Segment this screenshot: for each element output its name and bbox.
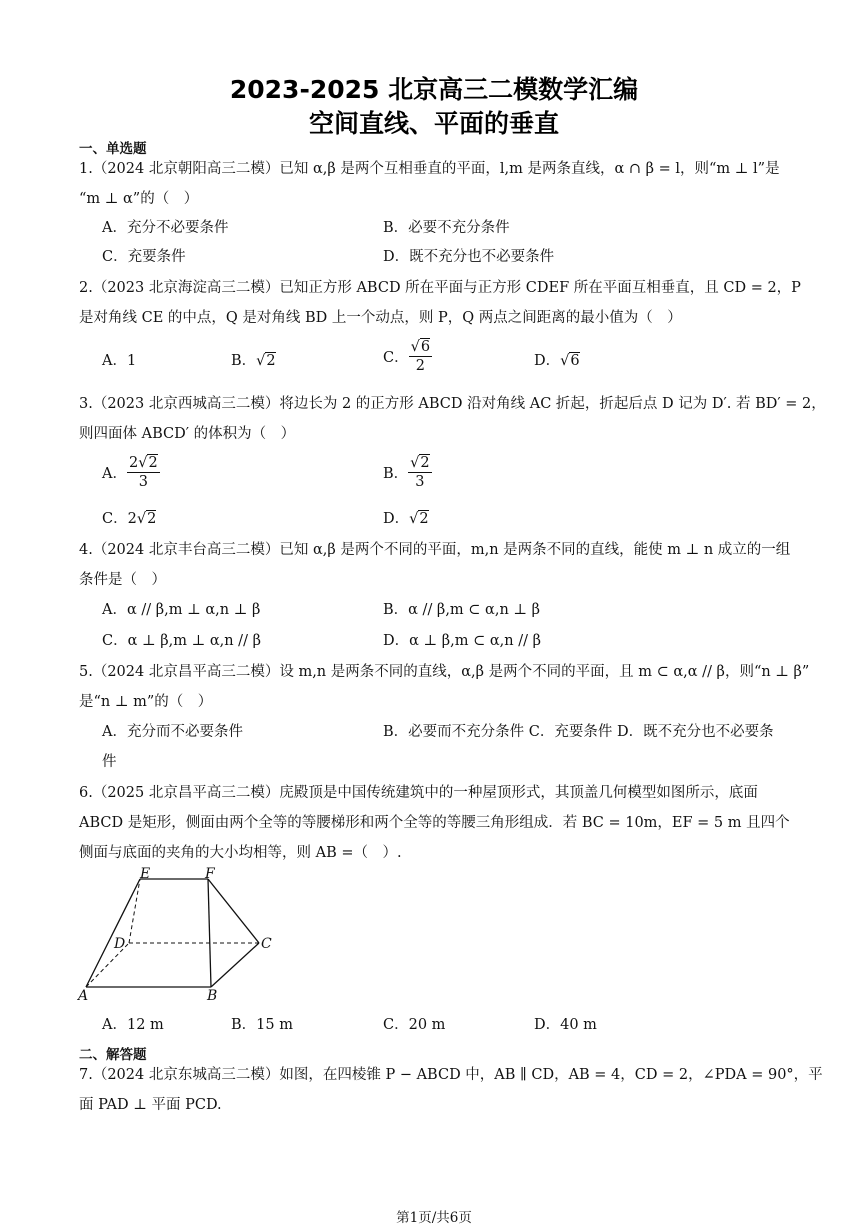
question-3-line-2: 则四面体 ABCD′ 的体积为（ ） [79, 426, 296, 442]
question-5-line-2: 是“n ⊥ m”的（ ） [79, 694, 213, 710]
radicand: 6 [570, 353, 580, 369]
denominator: 3 [415, 474, 425, 490]
question-2-option-a: A．1 [102, 353, 137, 369]
radicand: 2 [420, 455, 430, 471]
radicand: 2 [419, 511, 429, 527]
question-1-option-c: C．充要条件 [102, 249, 186, 265]
document-title: 2023-2025 北京高三二模数学汇编 [229, 75, 639, 104]
question-4-line-2: 条件是（ ） [79, 572, 166, 588]
radicand: 2 [147, 511, 157, 527]
fraction: $\frac{√6}{2}$ [410, 339, 431, 374]
question-4-option-a: A．α // β,m ⊥ α,n ⊥ β [102, 602, 261, 618]
option-label: B． [383, 466, 409, 482]
question-5-option-a: A．充分而不必要条件 [102, 724, 243, 740]
question-6-line-1: 6.（2025 北京昌平高三二模）庑殿顶是中国传统建筑中的一种屋顶形式，其顶盖几何模型如图所示，底面 [79, 785, 758, 801]
page-number: 第1页/共6页 [396, 1210, 472, 1226]
question-2-option-d: D．√6 [534, 353, 580, 369]
radicand: 2 [266, 353, 276, 369]
question-3-option-a [102, 454, 160, 491]
label-a: A [78, 988, 89, 1004]
option-label: D． [534, 353, 561, 369]
document-subtitle: 空间直线、平面的垂直 [308, 109, 559, 138]
coefficient: 2 [128, 455, 139, 471]
question-6-line-2: ABCD 是矩形，侧面由两个全等的等腰梯形和两个全等的等腰三角形组成．若 BC = 10m，EF = 5 m 且四个 [79, 815, 790, 831]
option-label: B． [231, 353, 257, 369]
option-label: D． [383, 511, 410, 527]
question-2-line-1: 2.（2023 北京海淀高三二模）已知正方形 ABCD 所在平面与正方形 CDEF 所在平面互相垂直，且 CD = 2，P [79, 280, 801, 296]
edge-ae [86, 879, 140, 987]
question-3-option-b [383, 454, 432, 491]
edge-bc [211, 943, 259, 987]
radicand: 6 [420, 339, 431, 355]
question-7-line-1: 7.（2024 北京东城高三二模）如图，在四棱锥 P − ABCD 中，AB ∥ CD，AB = 4，CD = 2，∠PDA = 90°，平 [79, 1067, 823, 1083]
hip-roof-figure [74, 866, 284, 1006]
question-5-line-1: 5.（2024 北京昌平高三二模）设 m,n 是两条不同的直线，α,β 是两个不同的平面，且 m ⊂ α,α // β，则“n ⊥ β” [79, 664, 810, 680]
question-6-option-b: B．15 m [231, 1017, 293, 1033]
question-2-line-2: 是对角线 CE 的中点，Q 是对角线 BD 上一个动点，则 P，Q 两点之间距离的最小值为（ ） [79, 310, 682, 326]
label-d: D [114, 936, 126, 952]
question-1-option-b: B．必要不充分条件 [383, 220, 510, 236]
question-3-option-d: D．√2 [383, 511, 429, 527]
section-heading-single-choice: 一、单选题 [79, 141, 147, 157]
question-4-option-d: D．α ⊥ β,m ⊂ α,n // β [383, 633, 541, 649]
question-6-line-3: 侧面与底面的夹角的大小均相等，则 AB =（ ）. [79, 845, 402, 861]
label-e: E [140, 866, 151, 882]
edge-bf [208, 879, 211, 987]
option-label: A． [102, 466, 127, 482]
question-2-option-c [383, 338, 432, 375]
fraction: $\frac{√2}{3}$ [410, 455, 430, 490]
question-6-option-c: C．20 m [383, 1017, 446, 1033]
question-1-option-d: D．既不充分也不必要条件 [383, 249, 555, 265]
question-4-line-1: 4.（2024 北京丰台高三二模）已知 α,β 是两个不同的平面，m,n 是两条不同的直线，能使 m ⊥ n 成立的一组 [79, 542, 791, 558]
question-7-line-2: 面 PAD ⊥ 平面 PCD. [79, 1097, 222, 1113]
question-3-option-c: C．2√2 [102, 511, 157, 527]
question-4-option-b: B．α // β,m ⊂ α,n ⊥ β [383, 602, 541, 618]
label-b: B [207, 988, 218, 1004]
edge-fc [208, 879, 259, 943]
radicand: 2 [148, 455, 158, 471]
option-label: C． [102, 511, 128, 527]
section-heading-solution: 二、解答题 [79, 1047, 147, 1063]
question-6-option-d: D．40 m [534, 1017, 597, 1033]
option-label: C． [383, 350, 409, 366]
question-1-line-2: “m ⊥ α”的（ ） [79, 191, 199, 207]
question-6-option-a: A．12 m [102, 1017, 164, 1033]
question-2-option-b: B．√2 [231, 353, 276, 369]
fraction: $\frac{2√2}{3}$ [128, 455, 158, 490]
denominator: 2 [415, 358, 425, 374]
question-1-line-1: 1.（2024 北京朝阳高三二模）已知 α,β 是两个互相垂直的平面，l,m 是两条直线，α ∩ β = l，则“m ⊥ l”是 [79, 161, 780, 177]
question-5-options-bcd: B．必要而不充分条件 C．充要条件 D．既不充分也不必要条 [383, 724, 774, 740]
question-4-option-c: C．α ⊥ β,m ⊥ α,n // β [102, 633, 261, 649]
question-1-option-a: A．充分不必要条件 [102, 220, 229, 236]
label-c: C [261, 936, 272, 952]
coefficient: 2 [127, 511, 137, 527]
question-3-line-1: 3.（2023 北京西城高三二模）将边长为 2 的正方形 ABCD 沿对角线 AC 折起，折起后点 D 记为 D′. 若 BD′ = 2， [79, 396, 826, 412]
question-5-option-tail: 件 [102, 754, 117, 770]
label-f: F [205, 866, 215, 882]
denominator: 3 [138, 474, 148, 490]
